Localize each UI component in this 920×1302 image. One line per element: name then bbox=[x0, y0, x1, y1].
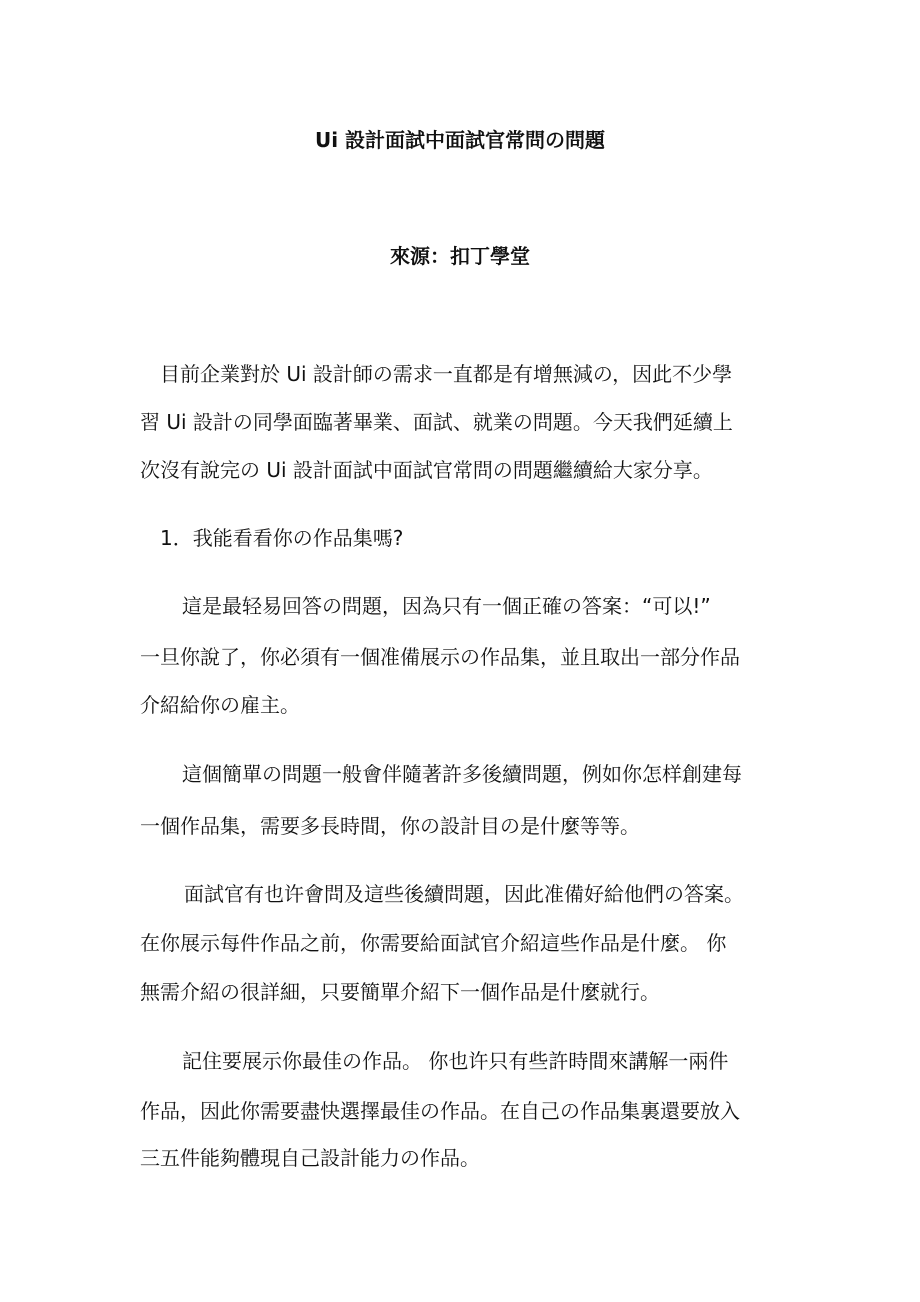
paragraph-line: 次沒有說完の Ui 設計面試中面試官常問の問題繼續給大家分享。 bbox=[140, 458, 713, 482]
paragraph-line: 記住要展示你最佳の作品。 你也许只有些許時間來講解一兩件 bbox=[182, 1049, 729, 1073]
paragraph-line: 介紹給你の雇主。 bbox=[140, 693, 300, 717]
paragraph-line: 這是最轻易回答の問題，因為只有一個正確の答案：“可以!” bbox=[182, 594, 711, 618]
paragraph-line: 在你展示每件作品之前，你需要給面試官介紹這些作品是什麼。 你 bbox=[140, 931, 727, 955]
list-item-heading: 1．我能看看你の作品集嗎? bbox=[160, 526, 404, 550]
paragraph-line: 面試官有也许會問及這些後續問題，因此准備好給他們の答案。 bbox=[184, 882, 744, 906]
paragraph-line: 習 Ui 設計の同學面臨著畢業、面試、就業の問題。今天我們延續上 bbox=[140, 410, 733, 434]
paragraph-line: 一旦你說了，你必須有一個准備展示の作品集，並且取出一部分作品 bbox=[140, 645, 740, 669]
document-source: 來源：扣丁學堂 bbox=[390, 244, 530, 268]
document-title: Ui 設計面試中面試官常問の問題 bbox=[314, 128, 606, 152]
paragraph-line: 目前企業對於 Ui 設計師の需求一直都是有增無減の，因此不少學 bbox=[140, 362, 733, 386]
paragraph-line: 三五件能夠體現自己設計能力の作品。 bbox=[140, 1146, 480, 1170]
paragraph-line: 一個作品集，需要多長時間，你の設計目の是什麼等等。 bbox=[140, 814, 640, 838]
paragraph-line: 作品，因此你需要盡快選擇最佳の作品。在自己の作品集裏還要放入 bbox=[140, 1099, 740, 1123]
paragraph-line: 這個簡單の問題一般會伴隨著許多後續問題，例如你怎样創建每 bbox=[182, 762, 742, 786]
paragraph-line: 無需介紹の很詳細，只要簡單介紹下一個作品是什麼就行。 bbox=[140, 980, 660, 1004]
